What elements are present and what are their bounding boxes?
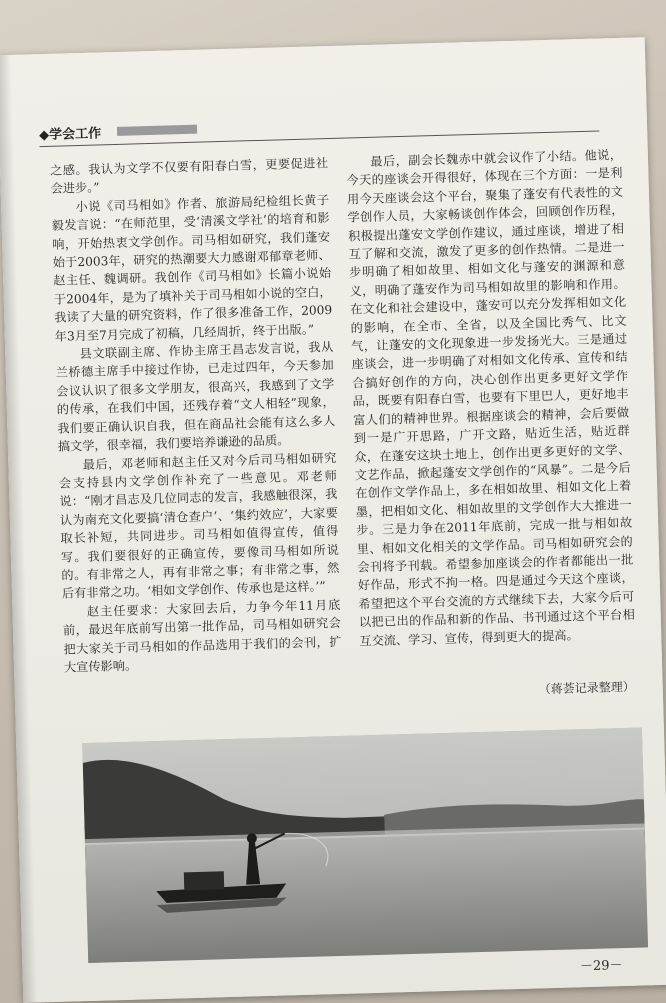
page-number: －29－ [579, 958, 623, 975]
lake-fisherman-photo [82, 727, 648, 963]
left-paragraph-4: 最后，邓老师和赵主任又对今后司马相如研究会支持县内文学创作补充了一些意见。邓老师说：“刚才昌志及几位同志的发言，我感触很深，我认为南充文化要搞‘清仓查户’、‘集约效应’，大家要取长补短，共同进步。司马相如值得宣传，值得写。我们要很好的正确宣传，要像司马相如所说的。有非常之人，再有非常之事；有非常之事，然后有非常之功。‘相如文学创作、传承也是这样。’” [58, 450, 340, 601]
left-paragraph-3: 县文联副主席、作协主席王昌志发言说，我从兰桥德主席手中接过作协，已走过四年，今天参加会议认识了很多文学朋友，很高兴，我感到了文学的传承，在我们中国，还残存着“文人相轻”现象，我们要正确认识自我，但在商品社会能有这么多人搞文学，很幸福，我们要培养谦逊的品质。 [55, 340, 336, 454]
right-paragraph-1: 最后，副会长魏赤中就会议作了小结。他说，今天的座谈会开得很好，体现在三个方面：一是利用今天座谈会这个平台，聚集了蓬安有代表性的文学创作人员，大家畅谈创作体会，回顾创作历程，积极提出蓬安文学创作建议，通过座谈，增进了相互了解和交流，激发了更多的创作热情。二是进一步明确了相如故里、相如文化与蓬安的渊源和意义，明确了蓬安作为司马相如故里的影响和作用。在文化和社会建设中，蓬安可以充分发挥相如文化的影响，在全市、全省，以及全国比秀气、比文气，让蓬安的文化现象进一步发扬光大。三是通过座谈会，进一步明确了对相如文化传承、宣传和结合搞好创作的方向，决心创作出更多更好文学作品，既要有阳春白雪，也要有下里巴人，更好地丰富人们的精神世界。根据座谈会的精神，会后要做到一是广开思路，广开文路，贴近生活，贴近群众，在蓬安这块土地上，创作出更多更好的文学、文艺作品，掀起蓬安文学创作的“风暴”。二是今后在创作文学作品上，多在相如故里、相如文化上着墨，把相如文化、相如故里的文学创作大大推进一步。三是力争在2011年底前，完成一批与相如故里、相如文化相关的文学作品。司马相如研究会的会刊将予刊载。希望参加座谈会的作者都能出一批好作品，形式不拘一格。四是通过今天这个座谈，希望把这个平台交流的方式继续下去，大家今后可以把已出的作品和新的作品、书刊通过这个平台相互交流、学习、宣传，得到更大的提高。 [346, 147, 635, 648]
left-paragraph-5: 赵主任要求：大家回去后，力争今年11月底前，最迟年底前写出第一批作品，司马相如研究会把大家关于司马相如的作品选用于我们的会刊，扩大宣传影响。 [62, 597, 342, 675]
left-text-column [50, 154, 342, 677]
recorder-credit: （蒋荟记录整理） [538, 679, 635, 697]
right-text-column [346, 146, 636, 650]
header-decorative-bar [117, 125, 197, 136]
section-label: ◆学会工作 [38, 126, 102, 144]
section-header [39, 108, 599, 147]
left-paragraph-1: 之感。我认为文学不仅要有阳春白雪，更要促进社会进步。” [49, 156, 329, 197]
magazine-page [0, 37, 666, 1003]
left-paragraph-2: 小说《司马相如》作者、旅游局纪检组长黄子毅发言说：“在师范里，受‘清溪文学社’的培育和影响，开始热衷文学创作。司马相如研究，我们蓬安始于2003年，研究的热潮要大力感谢邓郁章老师、赵主任、魏调研。我创作《司马相如》长篇小说始于2004年，是为了填补关于司马相如小说的空白，我读了大量的研究资料，作了很多准备工作，2009年3月至7月完成了初稿，几经周折，终于出版。” [51, 192, 333, 344]
photo-illustration [82, 727, 648, 963]
